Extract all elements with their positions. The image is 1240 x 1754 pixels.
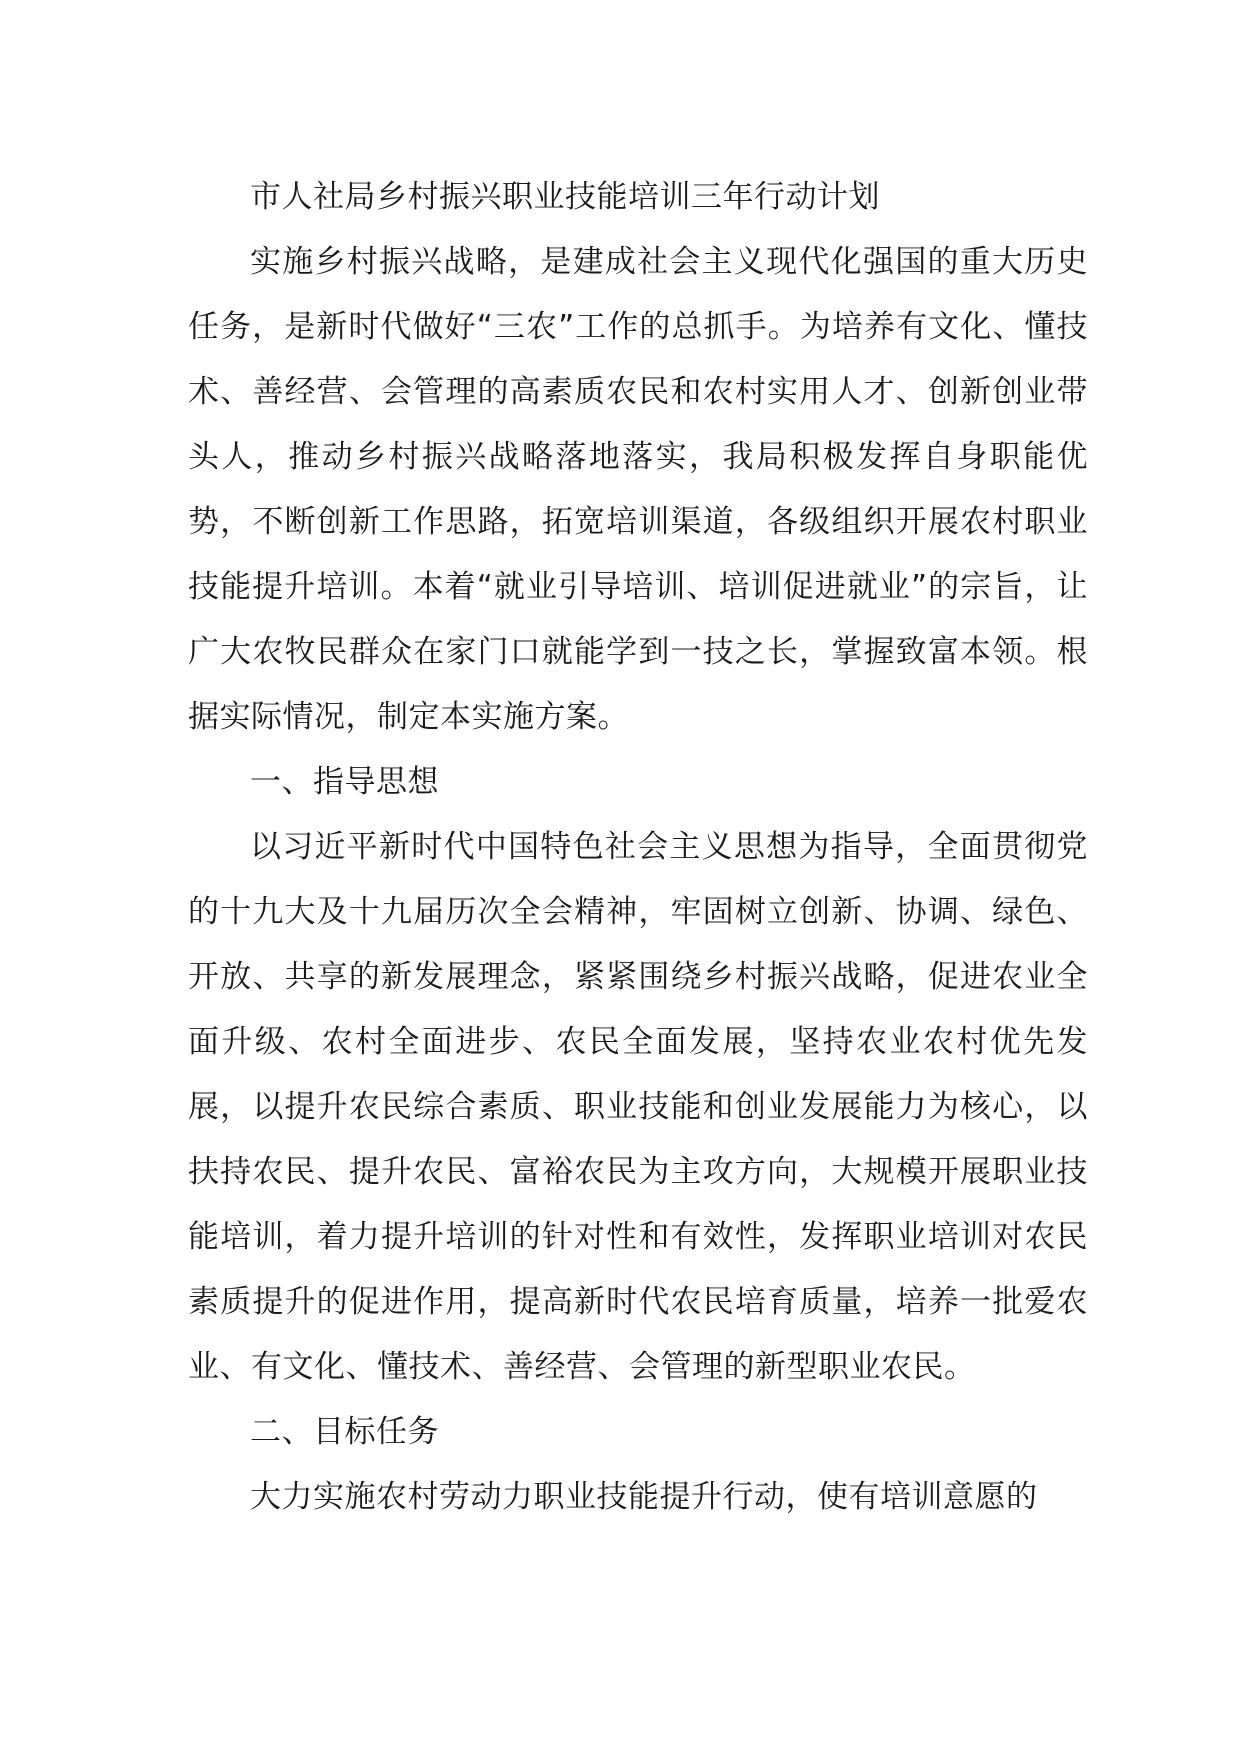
section-heading-goals-tasks: 二、目标任务 <box>250 1414 439 1450</box>
guiding-ideology-paragraph: 以习近平新时代中国特色社会主义思想为指导，全面贯彻党的十九大及十九届历次全会精神，牢固树立创新、协调、绿色、开放、共享的新发展理念，紧紧围绕乡村振兴战略，促进农业全面升级、农村全面进步、农民全面发展，坚持农业农村优先发展，以提升农民综合素质、职业技能和创业发展能力为核心，以扶持农民、提升农民、富裕农民为主攻方向，大规模开展职业技能培训，着力提升培训的针对性和有效性，发挥职业培训对农民素质提升的促进作用，提高新时代农民培育质量，培养一批爱农业、有文化、懂技术、善经营、会管理的新型职业农民。 <box>188 829 1088 1385</box>
section-heading-guiding-ideology: 一、指导思想 <box>250 764 439 800</box>
goals-tasks-paragraph: 大力实施农村劳动力职业技能提升行动，使有培训意愿的 <box>250 1479 1038 1515</box>
document-body <box>188 165 1088 1530</box>
intro-paragraph: 实施乡村振兴战略，是建成社会主义现代化强国的重大历史任务，是新时代做好“三农”工作的总抓手。为培养有文化、懂技术、善经营、会管理的高素质农民和农村实用人才、创新创业带头人，推动乡村振兴战略落地落实，我局积极发挥自身职能优势，不断创新工作思路，拓宽培训渠道，各级组织开展农村职业技能提升培训。本着“就业引导培训、培训促进就业”的宗旨，让广大农牧民群众在家门口就能学到一技之长，掌握致富本领。根据实际情况，制定本实施方案。 <box>188 244 1088 735</box>
document-title: 市人社局乡村振兴职业技能培训三年行动计划 <box>250 179 880 215</box>
